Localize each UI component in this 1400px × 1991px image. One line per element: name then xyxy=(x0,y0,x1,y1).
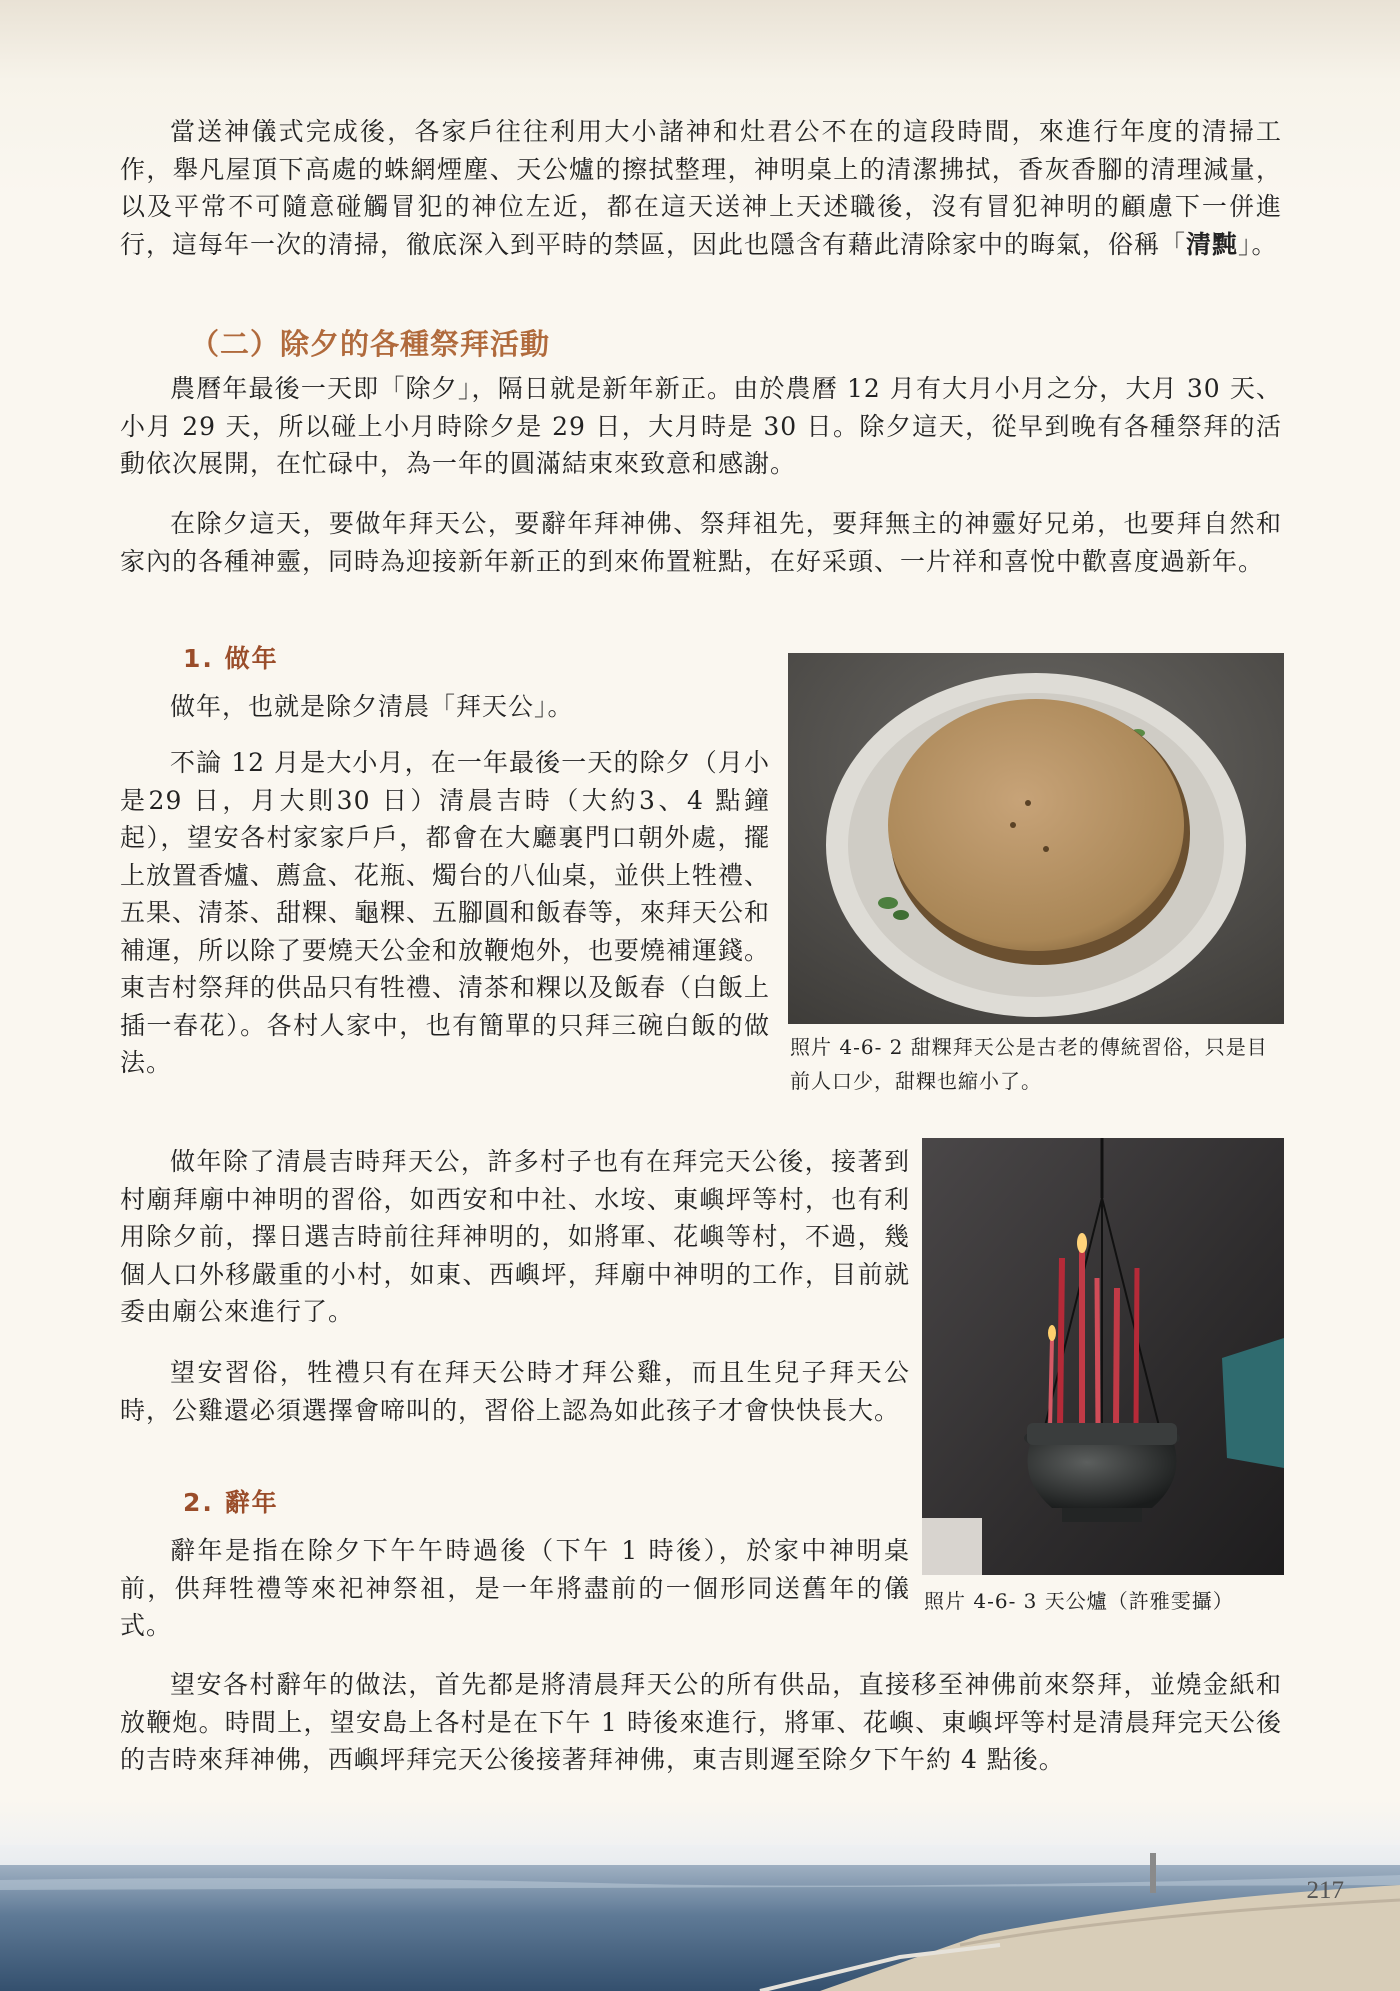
tiangong-censer-photo xyxy=(922,1138,1284,1575)
zuonian-rooster-paragraph: 望安習俗，牲禮只有在拜天公時才拜公雞，而且生兒子拜天公時，公雞還必須選擇會啼叫的，習俗上認為如此孩子才會快快長大。 xyxy=(120,1358,910,1425)
intro-text-end: 」。 xyxy=(1238,229,1278,259)
intro-bold-term: 清黗 xyxy=(1186,229,1239,259)
section-title: （二）除夕的各種祭拜活動 xyxy=(190,327,551,361)
subsection-title-cinian: 2. 辭年 xyxy=(183,1488,279,1517)
subsection-title-zuonian: 1. 做年 xyxy=(183,644,279,673)
seascape-illustration xyxy=(0,1845,1400,1991)
zuonian-intro-paragraph: 做年，也就是除夕清晨「拜天公」。 xyxy=(170,692,574,721)
seascape-footer-image xyxy=(0,1845,1400,1991)
sweet-rice-cake-illustration xyxy=(788,653,1284,1024)
zuonian-offerings-paragraph: 不論 12 月是大小月，在一年最後一天的除夕（月小是29 日，月大則30 日）清晨吉時（大約3、4 點鐘起），望安各村家家戶戶，都會在大廳裏門口朝外處，擺上放置香爐、薦盒、花瓶、燭台的八仙桌，並供上牲禮、五果、清茶、甜粿、龜粿、五腳圓和飯春等，來拜天公和補運，所以除了要燒天公金和放鞭炮外，也要燒補運錢。東吉村祭拜的供品只有牲禮、清茶和粿以及飯春（白飯上插一春花）。各村人家中，也有簡單的只拜三碗白飯的做法。 xyxy=(120,748,771,1077)
tiangong-censer-illustration xyxy=(922,1138,1284,1575)
worship-paragraph: 在除夕這天，要做年拜天公，要辭年拜神佛、祭拜祖先，要拜無主的神靈好兄弟，也要拜自然和家內的各種神靈，同時為迎接新年新正的到來佈置粧點，在好采頭、一片祥和喜悅中歡喜度過新年。 xyxy=(120,509,1282,576)
sweet-rice-cake-photo xyxy=(788,653,1284,1024)
photo2-caption: 照片 4-6- 3 天公爐（許雅雯攝） xyxy=(924,1589,1234,1613)
page-number: 217 xyxy=(1306,1877,1344,1904)
intro-paragraph xyxy=(120,113,1282,263)
cinian-paragraph: 辭年是指在除夕下午午時過後（下午 1 時後），於家中神明桌前，供拜牲禮等來祀神祭祖，是一年將盡前的一個形同送舊年的儀式。 xyxy=(120,1536,910,1640)
cinian-practice-paragraph: 望安各村辭年的做法，首先都是將清晨拜天公的所有供品，直接移至神佛前來祭拜，並燒金紙和放鞭炮。時間上，望安島上各村是在下午 1 時後來進行，將軍、花嶼、東嶼坪等村是清晨拜完天公後的吉時來拜神佛，西嶼坪拜完天公後接著拜神佛，東吉則遲至除夕下午約 4 點後。 xyxy=(120,1670,1282,1774)
new-year-eve-paragraph: 農曆年最後一天即「除夕」，隔日就是新年新正。由於農曆 12 月有大月小月之分，大月 30 天、小月 29 天，所以碰上小月時除夕是 29 日，大月時是 30 日。除夕這天，從早到晚有各種祭拜的活動依次展開，在忙碌中，為一年的圓滿結束來致意和感謝。 xyxy=(120,374,1282,478)
zuonian-temple-paragraph: 做年除了清晨吉時拜天公，許多村子也有在拜完天公後，接著到村廟拜廟中神明的習俗，如西安和中社、水垵、東嶼坪等村，也有利用除夕前，擇日選吉時前往拜神明的，如將軍、花嶼等村，不過，幾個人口外移嚴重的小村，如東、西嶼坪，拜廟中神明的工作，目前就委由廟公來進行了。 xyxy=(120,1147,910,1326)
photo1-caption: 照片 4-6- 2 甜粿拜天公是古老的傳統習俗，只是目前人口少，甜粿也縮小了。 xyxy=(790,1035,1268,1093)
intro-text: 當送神儀式完成後，各家戶往往利用大小諸神和灶君公不在的這段時間，來進行年度的清掃工作，舉凡屋頂下高處的蛛網煙塵、天公爐的擦拭整理，神明桌上的清潔拂拭，香灰香腳的清理減量，以及平常不可隨意碰觸冒犯的神位左近，都在這天送神上天述職後，沒有冒犯神明的顧慮下一併進行，這每年一次的清掃，徹底深入到平時的禁區，因此也隱含有藉此清除家中的晦氣，俗稱「 xyxy=(120,117,1282,259)
